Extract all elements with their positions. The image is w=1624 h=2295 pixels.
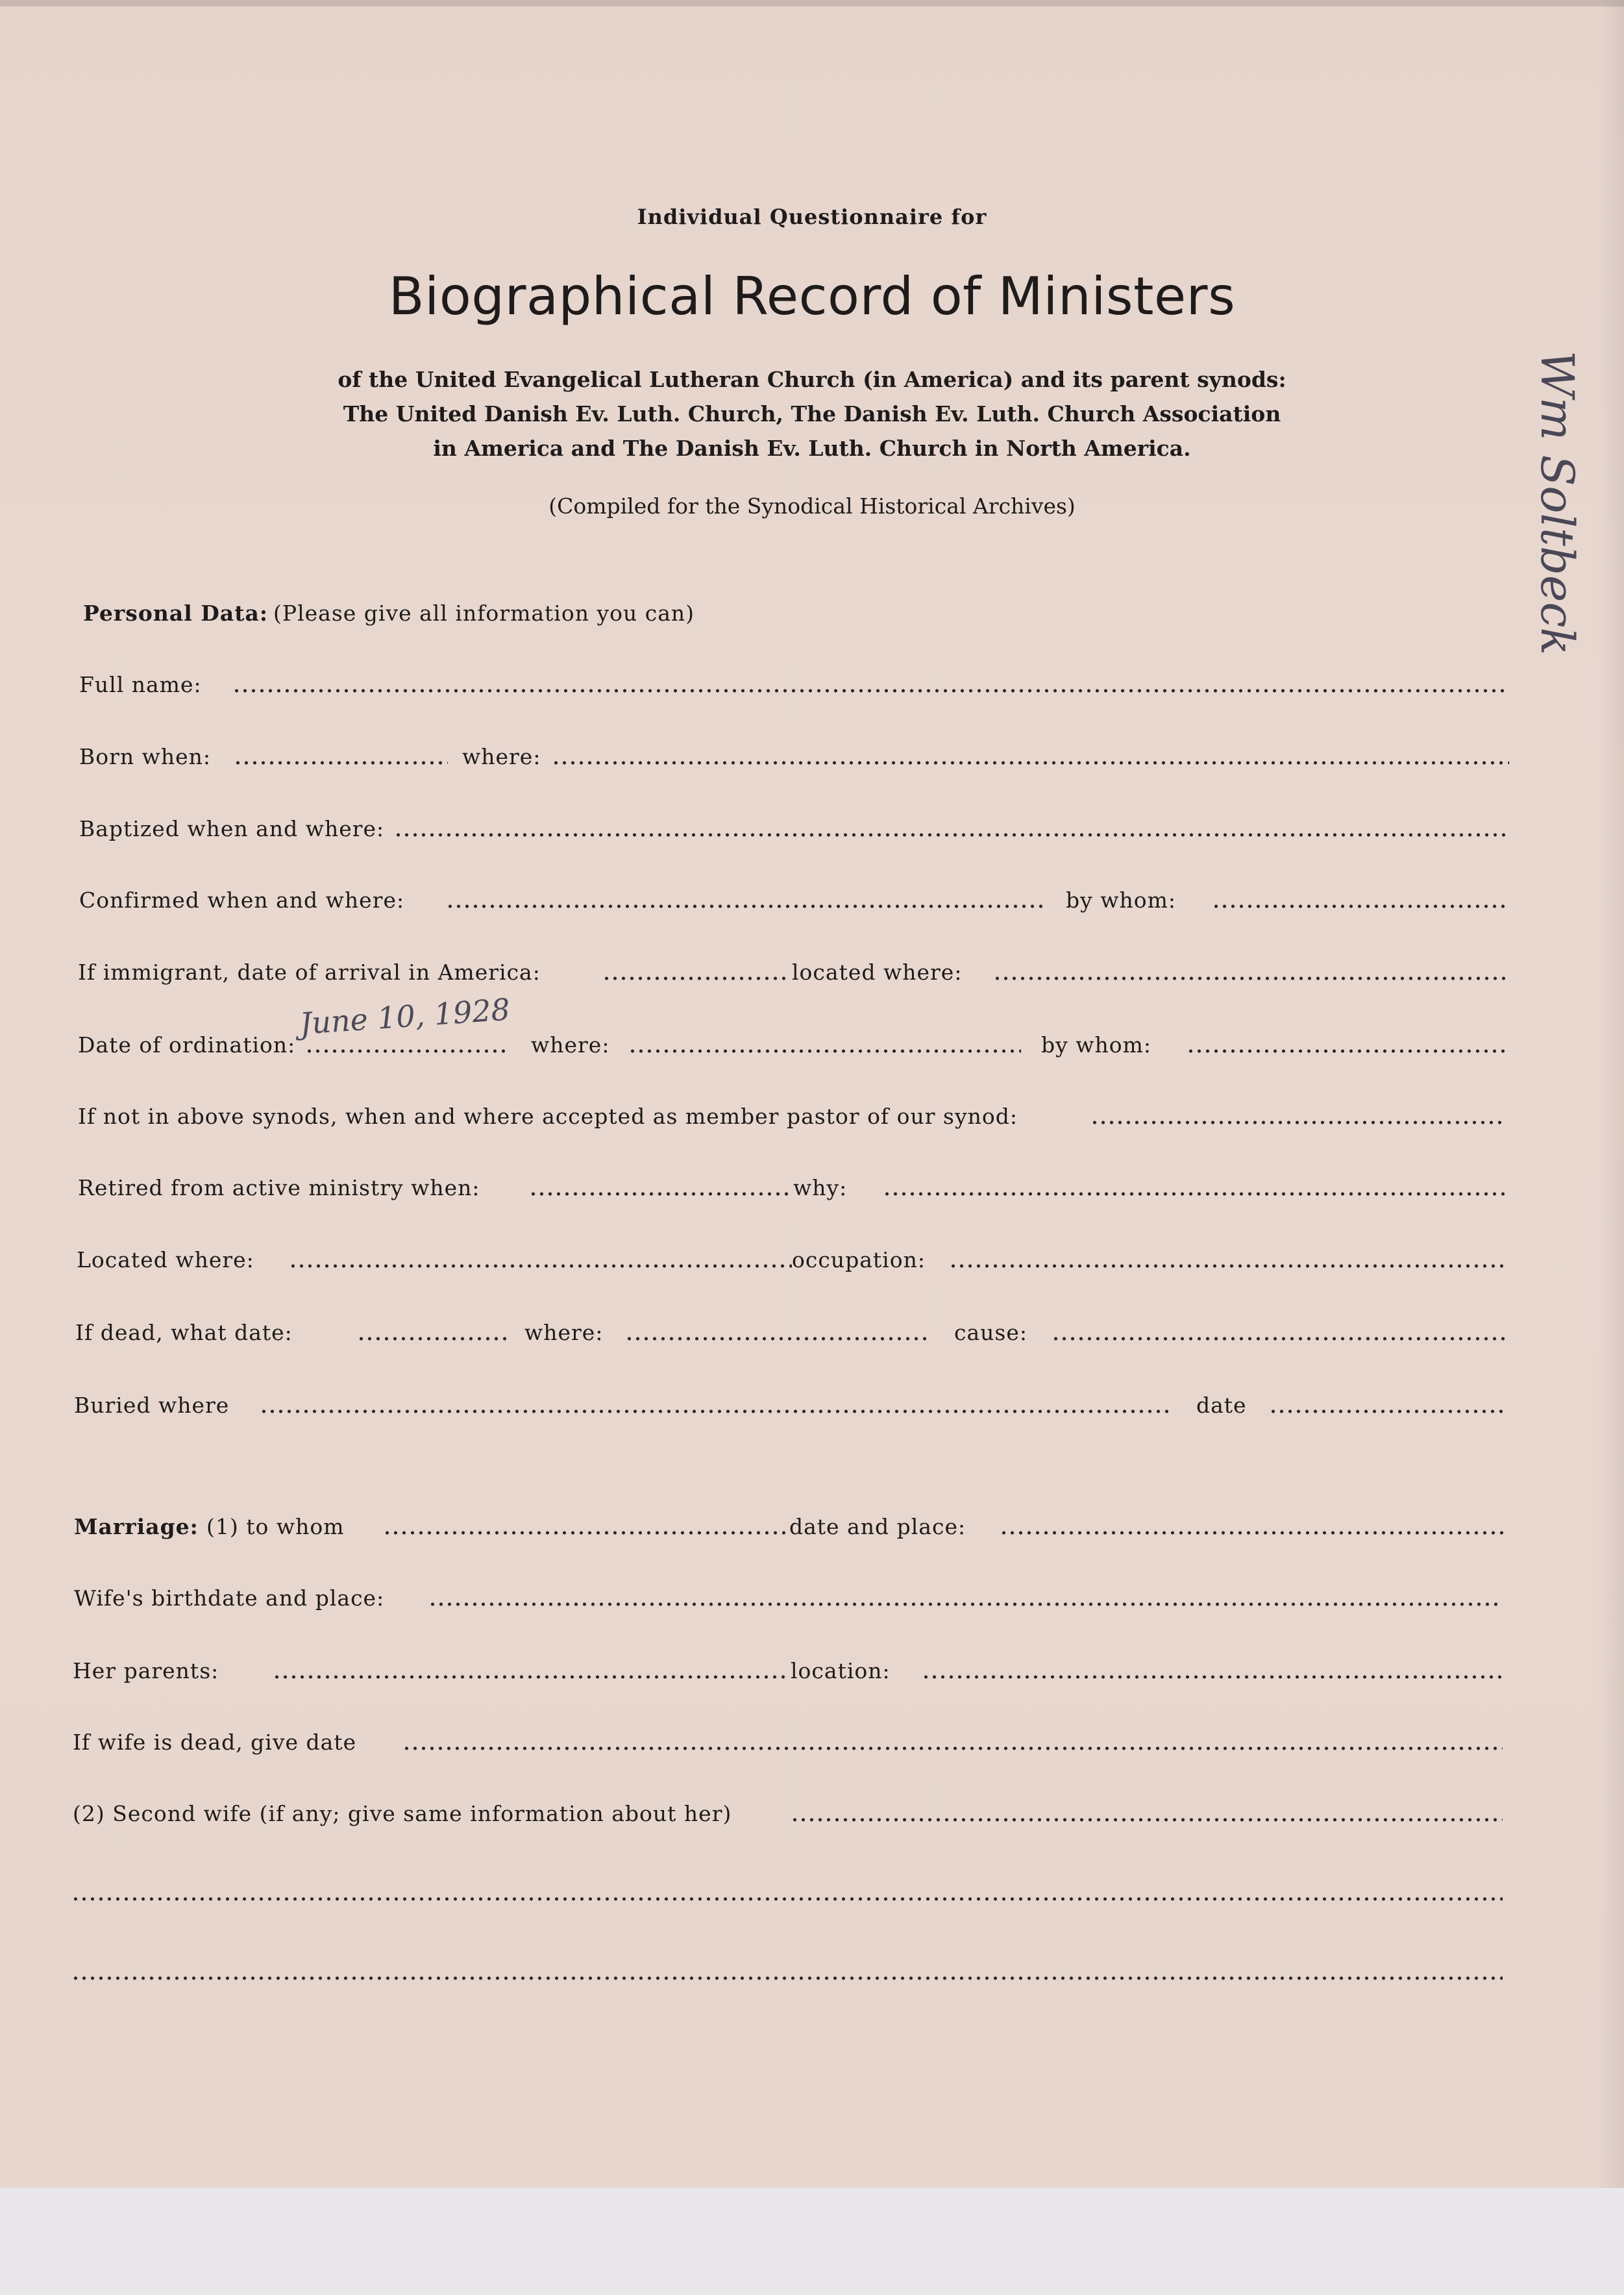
ordination-where-field[interactable] bbox=[628, 1049, 1021, 1053]
located-field[interactable] bbox=[289, 1264, 792, 1268]
full-name-label: Full name: bbox=[79, 672, 202, 697]
second-wife-row bbox=[0, 1801, 1624, 1840]
marriage-date-place-label: date and place: bbox=[789, 1514, 966, 1539]
personal-data-heading: Personal Data: bbox=[83, 601, 269, 626]
blank-line-1-field[interactable] bbox=[71, 1897, 1503, 1901]
her-parents-location-label: location: bbox=[791, 1658, 891, 1683]
wife-dead-row bbox=[0, 1730, 1624, 1768]
dead-row bbox=[0, 1320, 1624, 1359]
dead-cause-label: cause: bbox=[954, 1320, 1027, 1345]
marriage-to-whom-label: (1) to whom bbox=[206, 1514, 345, 1539]
marriage-date-place-field[interactable] bbox=[1000, 1531, 1506, 1535]
ordination-by-label: by whom: bbox=[1041, 1032, 1152, 1058]
ordination-label: Date of ordination: bbox=[78, 1032, 296, 1058]
personal-data-note: (Please give all information you can) bbox=[273, 601, 695, 626]
ordination-by-field[interactable] bbox=[1187, 1049, 1507, 1053]
blank-line-2-row bbox=[0, 1959, 1624, 1998]
retired-row bbox=[0, 1175, 1624, 1214]
dead-where-label: where: bbox=[524, 1320, 604, 1345]
immigrant-row bbox=[0, 960, 1624, 999]
baptized-label: Baptized when and where: bbox=[79, 816, 385, 841]
form-title: Biographical Record of Ministers bbox=[388, 266, 1236, 327]
ordination-where-label: where: bbox=[531, 1032, 610, 1058]
subtitle-line-2: The United Danish Ev. Luth. Church, The Danish Ev. Luth. Church Association bbox=[343, 401, 1281, 427]
confirmed-by-field[interactable] bbox=[1212, 904, 1507, 908]
wife-birth-label: Wife's birthdate and place: bbox=[74, 1585, 385, 1611]
second-wife-field[interactable] bbox=[791, 1818, 1503, 1822]
form-top-line: Individual Questionnaire for bbox=[637, 205, 987, 229]
form-subtitle bbox=[0, 362, 1624, 465]
retired-why-label: why: bbox=[793, 1175, 848, 1200]
full-name-row bbox=[0, 672, 1624, 711]
born-when-label: Born when: bbox=[79, 744, 212, 769]
baptized-field[interactable] bbox=[394, 833, 1507, 837]
margin-handwritten-name: Wm Soltbeck bbox=[1531, 351, 1584, 656]
immigrant-label: If immigrant, date of arrival in America: bbox=[78, 960, 541, 985]
buried-label: Buried where bbox=[74, 1393, 230, 1418]
confirmed-label: Confirmed when and where: bbox=[79, 887, 405, 913]
baptized-row bbox=[0, 816, 1624, 855]
occupation-field[interactable] bbox=[949, 1264, 1506, 1268]
confirmed-by-label: by whom: bbox=[1066, 887, 1177, 913]
ordination-row bbox=[0, 1032, 1624, 1071]
accepted-member-row bbox=[0, 1104, 1624, 1143]
wife-dead-field[interactable] bbox=[402, 1746, 1503, 1750]
second-wife-label: (2) Second wife (if any; give same information about her) bbox=[73, 1801, 732, 1826]
dead-cause-field[interactable] bbox=[1052, 1337, 1506, 1341]
occupation-label: occupation: bbox=[792, 1247, 926, 1272]
marriage-to-whom-field[interactable] bbox=[383, 1531, 785, 1535]
marriage-row bbox=[0, 1514, 1624, 1553]
ordination-date-handwritten: June 10, 1928 bbox=[299, 991, 511, 1041]
her-parents-row bbox=[0, 1658, 1624, 1697]
wife-birth-field[interactable] bbox=[428, 1602, 1503, 1606]
buried-where-field[interactable] bbox=[260, 1409, 1172, 1413]
marriage-heading: Marriage: bbox=[74, 1514, 199, 1539]
ordination-date-field[interactable] bbox=[305, 1049, 510, 1053]
full-name-field[interactable] bbox=[232, 689, 1508, 693]
dead-where-field[interactable] bbox=[625, 1337, 930, 1341]
her-parents-label: Her parents: bbox=[73, 1658, 219, 1683]
accepted-member-label: If not in above synods, when and where accepted as member pastor of our synod: bbox=[78, 1104, 1018, 1129]
retired-when-field[interactable] bbox=[529, 1192, 792, 1196]
her-parents-location-field[interactable] bbox=[922, 1675, 1503, 1679]
subtitle-line-3: in America and The Danish Ev. Luth. Church in North America. bbox=[433, 436, 1191, 461]
buried-row bbox=[0, 1393, 1624, 1432]
her-parents-field[interactable] bbox=[273, 1675, 785, 1679]
dead-date-field[interactable] bbox=[357, 1337, 506, 1341]
confirmed-row bbox=[0, 887, 1624, 926]
born-row bbox=[0, 744, 1624, 783]
born-when-field[interactable] bbox=[234, 761, 448, 765]
located-row bbox=[0, 1247, 1624, 1286]
born-where-field[interactable] bbox=[552, 761, 1509, 765]
wife-dead-label: If wife is dead, give date bbox=[73, 1730, 357, 1755]
accepted-member-field[interactable] bbox=[1090, 1121, 1506, 1124]
dead-date-label: If dead, what date: bbox=[75, 1320, 293, 1345]
born-where-label: where: bbox=[462, 744, 541, 769]
immigrant-date-field[interactable] bbox=[602, 976, 791, 980]
wife-birth-row bbox=[0, 1585, 1624, 1624]
buried-date-field[interactable] bbox=[1269, 1409, 1506, 1413]
located-where-label: located where: bbox=[792, 960, 963, 985]
located-label: Located where: bbox=[77, 1247, 254, 1272]
subtitle-line-1: of the United Evangelical Lutheran Church (in America) and its parent synods: bbox=[338, 367, 1286, 392]
retired-label: Retired from active ministry when: bbox=[78, 1175, 480, 1200]
personal-data-heading-row bbox=[0, 601, 1624, 639]
buried-date-label: date bbox=[1196, 1393, 1247, 1418]
confirmed-field[interactable] bbox=[446, 904, 1043, 908]
retired-why-field[interactable] bbox=[883, 1192, 1507, 1196]
compiled-note: (Compiled for the Synodical Historical Archives) bbox=[548, 493, 1076, 519]
blank-line-1-row bbox=[0, 1880, 1624, 1919]
blank-line-2-field[interactable] bbox=[71, 1976, 1503, 1980]
located-where-field[interactable] bbox=[993, 976, 1506, 980]
